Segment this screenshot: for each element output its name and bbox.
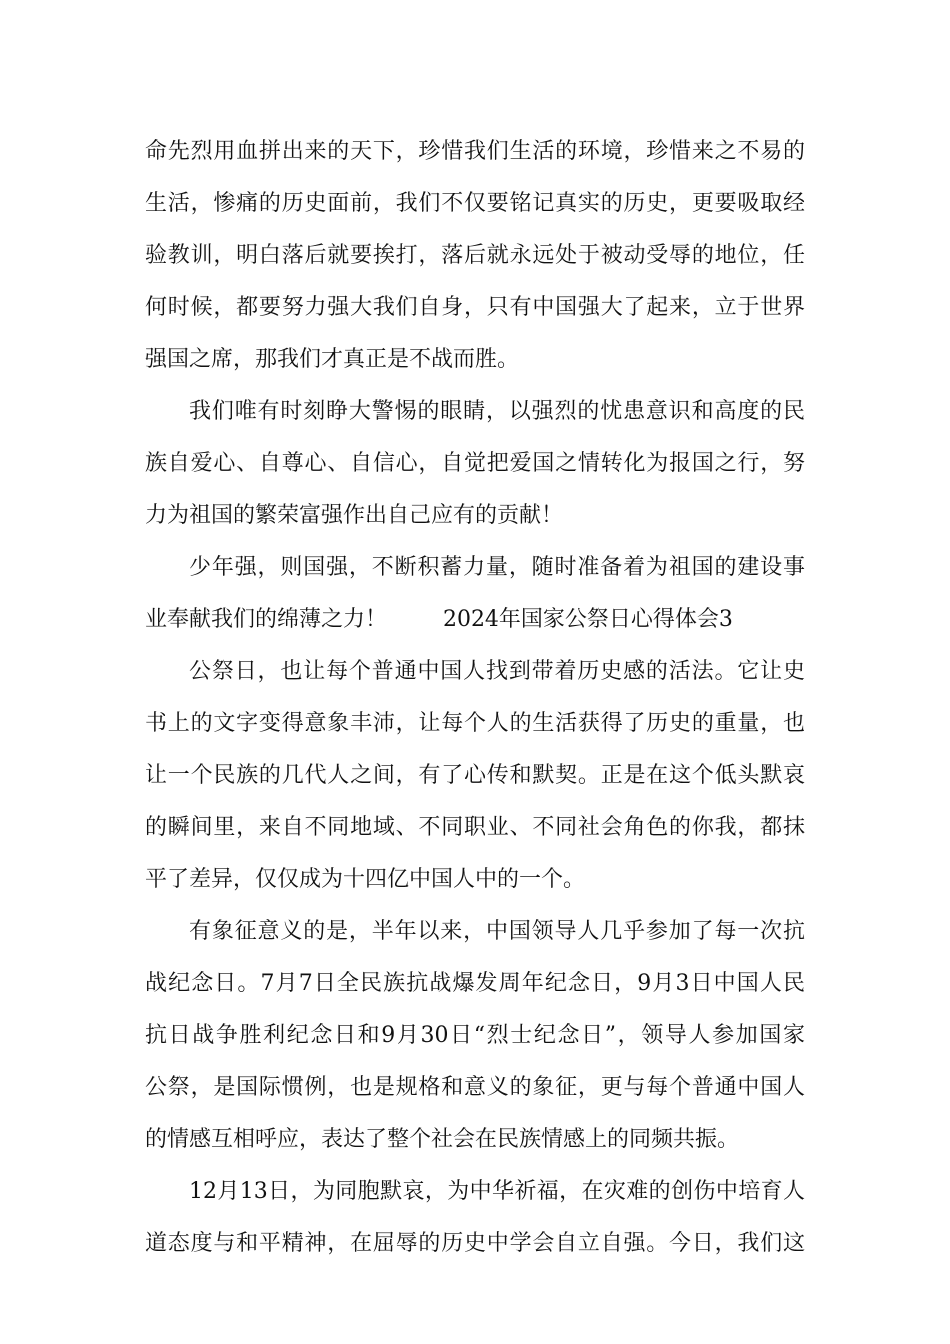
paragraph-first-line: 有象征意义的是，半年以来，中国领导人几乎参加了每一次抗 [189,919,805,944]
text-line: 让一个民族的几代人之间，有了心传和默契。正是在这个低头默哀 [145,763,805,788]
text-line: 族自爱心、自尊心、自信心，自觉把爱国之情转化为报国之行，努 [145,451,805,476]
text-line: 强国之席，那我们才真正是不战而胜。 [145,347,520,372]
paragraph-first-line: 我们唯有时刻睁大警惕的眼睛，以强烈的忧患意识和高度的民 [189,399,805,424]
text-line: 公祭，是国际惯例，也是规格和意义的象征，更与每个普通中国人 [145,1075,805,1100]
text-line: 道态度与和平精神，在屈辱的历史中学会自立自强。今日，我们这 [145,1231,805,1256]
paragraph-first-line: 少年强，则国强，不断积蓄力量，随时准备着为祖国的建设事 [189,555,805,580]
text-line: 书上的文字变得意象丰沛，让每个人的生活获得了历史的重量，也 [145,711,805,736]
text-line-with-heading: 业奉献我们的绵薄之力！ 2024年国家公祭日心得体会3 [145,607,733,632]
text-line: 抗日战争胜利纪念日和9月30日“烈士纪念日”，领导人参加国家 [145,1023,805,1048]
text-line: 力为祖国的繁荣富强作出自己应有的贡献！ [145,503,564,528]
text-line: 生活，惨痛的历史面前，我们不仅要铭记真实的历史，更要吸取经 [145,191,805,216]
text-line: 的瞬间里，来自不同地域、不同职业、不同社会角色的你我，都抹 [145,815,805,840]
text-line: 战纪念日。7月7日全民族抗战爆发周年纪念日，9月3日中国人民 [145,971,805,996]
text-line: 平了差异，仅仅成为十四亿中国人中的一个。 [145,867,586,892]
text-line: 命先烈用血拼出来的天下，珍惜我们生活的环境，珍惜来之不易的 [145,139,805,164]
text-line: 的情感互相呼应，表达了整个社会在民族情感上的同频共振。 [145,1127,740,1152]
text-line: 何时候，都要努力强大我们自身，只有中国强大了起来，立于世界 [145,295,805,320]
text-line: 验教训，明白落后就要挨打，落后就永远处于被动受辱的地位，任 [145,243,805,268]
paragraph-first-line: 公祭日，也让每个普通中国人找到带着历史感的活法。它让史 [189,659,805,684]
paragraph-first-line: 12月13日，为同胞默哀，为中华祈福，在灾难的创伤中培育人 [189,1179,805,1204]
